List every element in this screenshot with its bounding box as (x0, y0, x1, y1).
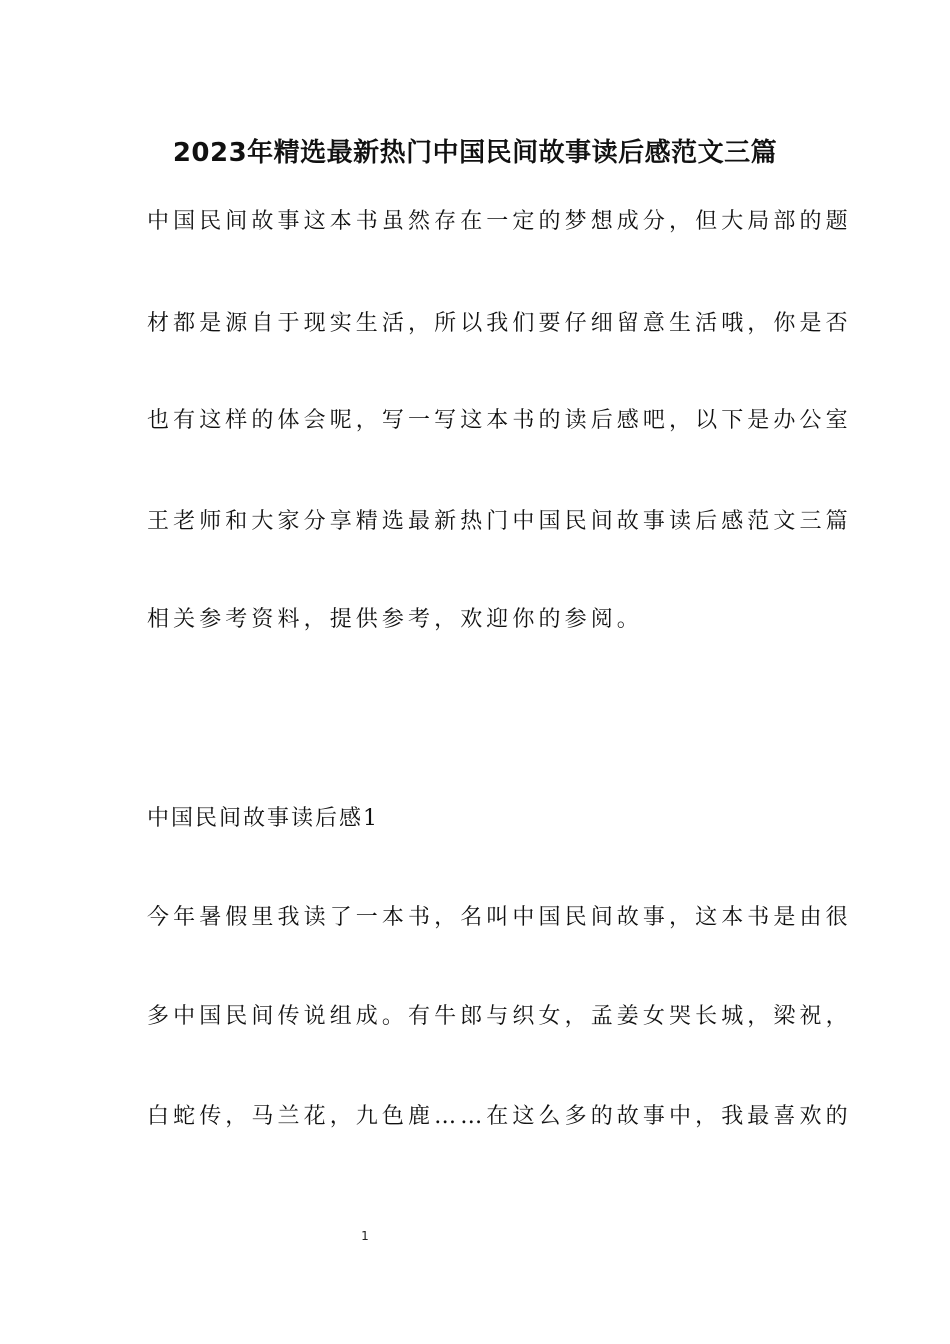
document-title: 2023年精选最新热门中国民间故事读后感范文三篇 (172, 138, 778, 168)
section-line: 多中国民间传说组成。有牛郎与织女，孟姜女哭长城，梁祝， (147, 1004, 852, 1029)
intro-line: 相关参考资料，提供参考，欢迎你的参阅。 (147, 607, 643, 632)
intro-line: 王老师和大家分享精选最新热门中国民间故事读后感范文三篇 (147, 509, 852, 534)
section-heading: 中国民间故事读后感1 (147, 806, 379, 831)
intro-line: 材都是源自于现实生活，所以我们要仔细留意生活哦，你是否 (147, 311, 852, 336)
intro-line: 中国民间故事这本书虽然存在一定的梦想成分，但大局部的题 (147, 209, 852, 234)
page-number: 1 (361, 1229, 369, 1243)
section-line: 今年暑假里我读了一本书，名叫中国民间故事，这本书是由很 (147, 905, 852, 930)
intro-line: 也有这样的体会呢，写一写这本书的读后感吧，以下是办公室 (147, 408, 852, 433)
section-line: 白蛇传，马兰花，九色鹿……在这么多的故事中，我最喜欢的 (147, 1104, 852, 1129)
